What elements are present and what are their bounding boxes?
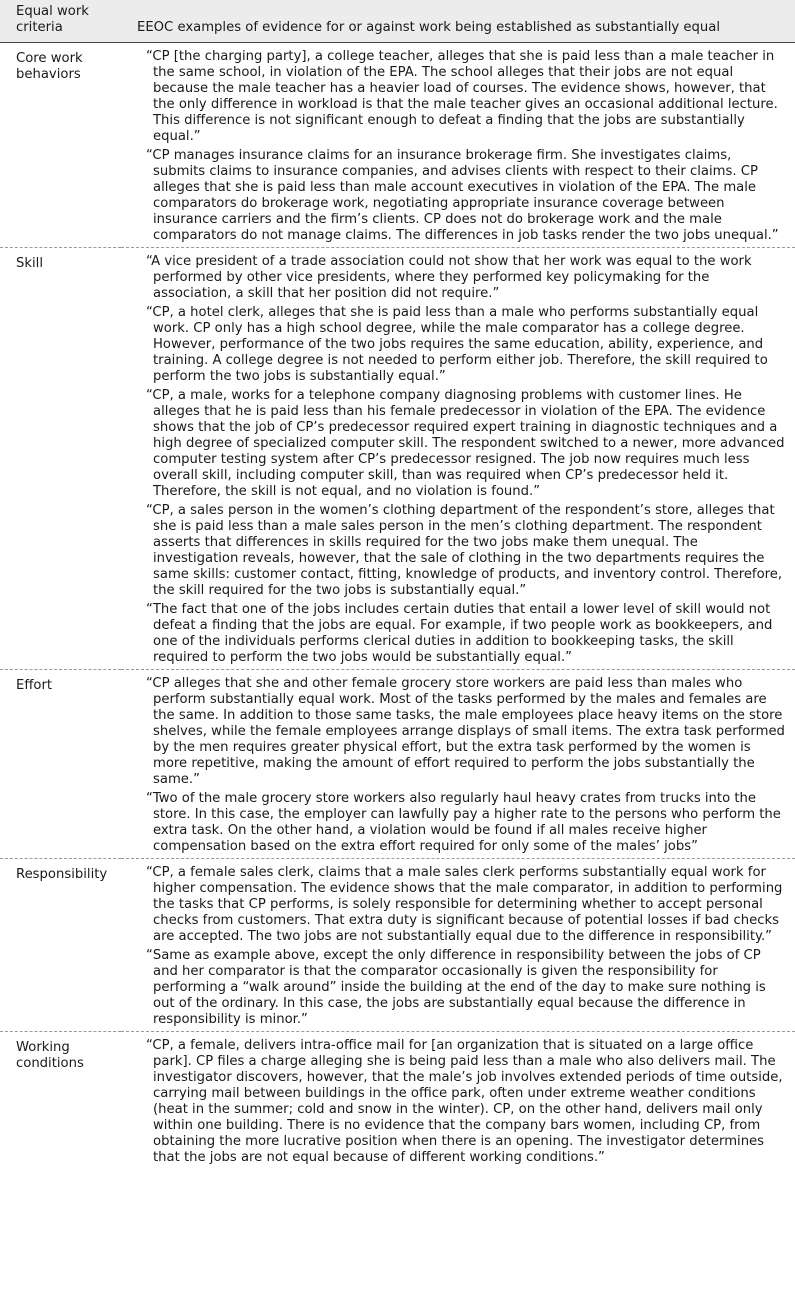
examples-cell <box>121 1032 795 1170</box>
example-text: “CP, a female, delivers intra-office mail for [an organization that is situated on a large office park]. CP files a charge alleging she is being paid less than a male who also delivers mail. The investigator discovers, however, that the male’s job involves extended periods of time outside, carrying mail between buildings in the office park, often under extreme weather conditions (heat in the summer; cold and snow in the winter). CP, on the other hand, delivers mail only within one building. There is no evidence that the company bars women, including CP, from obtaining the more lucrative position when there is an opening. The investigator determines that the jobs are not equal because of different working conditions.” <box>146 1038 783 1165</box>
header-examples: EEOC examples of evidence for or against work being established as substantially equal <box>137 20 721 35</box>
header-row <box>0 0 795 43</box>
table-row-skill <box>0 248 795 670</box>
criterion-label: Core work behaviors <box>16 51 83 82</box>
example-text: “The fact that one of the jobs includes certain duties that entail a lower level of skill would not defeat a finding that the jobs are equal. For example, if two people work as bookkeepers, and one of the individuals performs clerical duties in addition to bookkeeping tasks, the skill required to perform the two jobs would be substantially equal.” <box>146 602 773 665</box>
example-text: “CP, a male, works for a telephone company diagnosing problems with customer lines. He alleges that he is paid less than his female predecessor in violation of the EPA. The evidence shows that the job of CP’s predecessor required expert training in diagnostic techniques and a high degree of specialized computer skill. The respondent switched to a newer, more advanced computer testing system after CP’s predecessor resigned. The job now requires much less overall skill, including computer skill, than was required when CP’s predecessor held it. Therefore, the skill is not equal, and no violation is found.” <box>146 388 785 499</box>
examples-cell <box>121 248 795 670</box>
table-row-effort <box>0 670 795 859</box>
examples-cell <box>121 670 795 859</box>
example-text: “CP, a sales person in the women’s clothing department of the respondent’s store, alleges that she is paid less than a male sales person in the men’s clothing department. The respondent asserts that differences in skills required for the two jobs make them unequal. The investigation reveals, however, that the sale of clothing in the two departments requires the same skills: customer contact, fitting, knowledge of products, and inventory control. Therefore, the skill required for the two jobs is substantially equal.” <box>146 503 783 598</box>
table-header <box>0 0 795 43</box>
table-row-responsibility <box>0 859 795 1032</box>
example-text: “CP, a hotel clerk, alleges that she is paid less than a male who performs substantially equal work. CP only has a high school degree, while the male comparator has a college degree. However, performance of the two jobs requires the same education, ability, experience, and training. A college degree is not needed to perform either job. Therefore, the skill required to perform the two jobs is substantially equal.” <box>146 305 768 384</box>
example-text: “Same as example above, except the only difference in responsibility between the jobs of CP and her comparator is that the comparator occasionally is given the responsibility for performing a “walk around” inside the building at the end of the day to make sure nothing is out of the ordinary. In this case, the jobs are substantially equal because the difference in responsibility is minor.” <box>146 948 766 1027</box>
examples-cell <box>121 43 795 248</box>
example-text: “CP manages insurance claims for an insurance brokerage firm. She investigates claims, submits claims to insurance companies, and advises clients with respect to their claims. CP alleges that she is paid less than male account executives in violation of the EPA. The male comparators do brokerage work, negotiating appropriate insurance coverage between insurance carriers and the firm’s clients. CP does not do brokerage work and the male comparators do not manage claims. The differences in job tasks render the two jobs unequal.” <box>146 148 779 243</box>
criterion-label: Effort <box>16 678 53 693</box>
examples-cell <box>121 859 795 1032</box>
header-criteria: Equal work criteria <box>16 4 89 35</box>
table-row-working-conditions <box>0 1032 795 1170</box>
example-text: “A vice president of a trade association could not show that her work was equal to the work performed by other vice presidents, where they performed key policymaking for the association, a skill that her position did not require.” <box>146 254 752 301</box>
example-text: “CP, a female sales clerk, claims that a male sales clerk performs substantially equal work for higher compensation. The evidence shows that the male comparator, in addition to performing the tasks that CP performs, is solely responsible for determining whether to accept personal checks from customers. That extra duty is significant because of potential losses if bad checks are accepted. The two jobs are not substantially equal due to the difference in responsibility.” <box>146 865 783 944</box>
criterion-label: Responsibility <box>16 867 108 882</box>
table-row-core-work-behaviors <box>0 43 795 248</box>
criterion-label: Skill <box>16 256 43 271</box>
criterion-label: Working conditions <box>16 1040 84 1071</box>
example-text: “CP alleges that she and other female grocery store workers are paid less than males who perform substantially equal work. Most of the tasks performed by the males and females are the same. In addition to those same tasks, the male employees place heavy items on the store shelves, while the female employees arrange displays of small items. The extra task performed by the men requires greater physical effort, but the extra task performed by the women is more repetitive, making the amount of effort required to perform the jobs substantially the same.” <box>146 676 785 787</box>
example-text: “CP [the charging party], a college teacher, alleges that she is paid less than a male teacher in the same school, in violation of the EPA. The school alleges that their jobs are not equal because the male teacher has a heavier load of courses. The evidence shows, however, that the only difference in workload is that the male teacher gives an occasional additional lecture. This difference is not significant enough to defeat a finding that the jobs are substantially equal.” <box>146 49 778 144</box>
example-text: “Two of the male grocery store workers also regularly haul heavy crates from trucks into the store. In this case, the employer can lawfully pay a higher rate to the persons who perform the extra task. On the other hand, a violation would be found if all males receive higher compensation based on the extra effort required for only some of the males’ jobs” <box>146 791 781 854</box>
